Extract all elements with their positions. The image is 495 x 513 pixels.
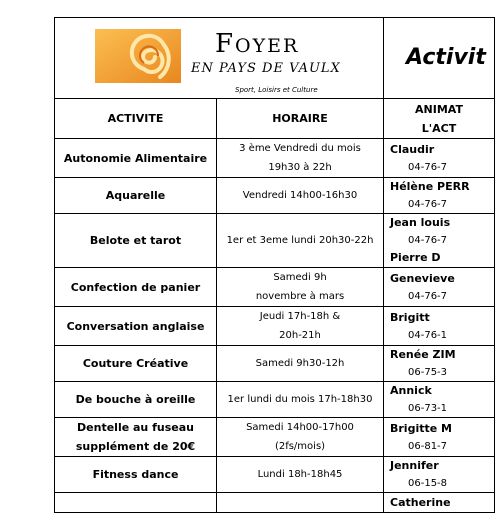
- activity-animateur: [384, 382, 495, 418]
- activity-name: Autonomie Alimentaire: [55, 139, 217, 178]
- activity-schedule: Samedi 14h00-17h00 (2fs/mois): [217, 418, 384, 457]
- activity-animateur: [384, 493, 495, 513]
- table-row: [55, 178, 495, 214]
- activity-name: Aquarelle: [55, 178, 217, 214]
- column-header-activite: ACTIVITE: [55, 99, 217, 139]
- animateur-name: Annick: [390, 384, 432, 397]
- animateur-phone: 06-15-8: [408, 478, 448, 489]
- table-row: [55, 457, 495, 493]
- activity-schedule: [217, 493, 384, 513]
- header-row: [55, 99, 495, 139]
- activity-schedule: Jeudi 17h-18h & 20h-21h: [217, 307, 384, 346]
- activity-name: Couture Créative: [55, 346, 217, 382]
- table-row: [55, 268, 495, 307]
- document-sheet: [54, 17, 494, 513]
- activity-name: [55, 493, 217, 513]
- animateur-phone: 04-76-7: [408, 290, 448, 302]
- logo-cell: [55, 18, 384, 99]
- table-row: [55, 382, 495, 418]
- animateur-name: Jennifer: [390, 459, 439, 472]
- column-header-horaire: HORAIRE: [217, 99, 384, 139]
- activity-schedule: 3 ème Vendredi du mois 19h30 à 22h: [217, 139, 384, 178]
- activity-name: Belote et tarot: [55, 214, 217, 268]
- activities-table: [54, 17, 495, 513]
- activity-name: Fitness dance: [55, 457, 217, 493]
- activity-schedule: Samedi 9h30-12h: [217, 346, 384, 382]
- animateur-name: Renée ZIM: [390, 348, 456, 361]
- table-row: [55, 418, 495, 457]
- animateur-name: Genevieve: [390, 271, 455, 285]
- animateur-name: Brigitt: [390, 310, 430, 324]
- animateur-phone: 04-76-7: [408, 161, 448, 173]
- activity-schedule: Lundi 18h-18h45: [217, 457, 384, 493]
- activity-animateur: [384, 346, 495, 382]
- activity-animateur: [384, 214, 495, 268]
- table-row: [55, 493, 495, 513]
- animateur-phone: 04-76-7: [408, 199, 448, 210]
- activity-schedule: 1er lundi du mois 17h-18h30: [217, 382, 384, 418]
- animateur-name: Hélène PERR: [390, 180, 470, 193]
- activity-animateur: [384, 418, 495, 457]
- swirl-logo-icon: [95, 27, 183, 85]
- animateur-name: Pierre D: [390, 251, 441, 264]
- animateur-name: Jean louis: [390, 216, 451, 229]
- animateur-name: Brigitte M: [390, 421, 452, 435]
- animateur-phone: 06-73-1: [408, 403, 448, 414]
- activity-animateur: [384, 268, 495, 307]
- page-title: Activit: [384, 18, 495, 99]
- table-row: [55, 307, 495, 346]
- animateur-name: Claudir: [390, 142, 435, 156]
- activity-schedule: Samedi 9h novembre à mars: [217, 268, 384, 307]
- column-header-animateur: ANIMAT L'ACT: [384, 99, 495, 139]
- animateur-phone: 04-76-1: [408, 329, 448, 341]
- table-row: [55, 214, 495, 268]
- logo-subtitle: EN PAYS DE VAULX: [191, 61, 341, 76]
- activity-animateur: [384, 457, 495, 493]
- table-row: [55, 346, 495, 382]
- animateur-phone: 04-76-7: [408, 235, 448, 246]
- logo-tagline: Sport, Loisirs et Culture: [235, 86, 318, 94]
- activity-schedule: 1er et 3eme lundi 20h30-22h: [217, 214, 384, 268]
- animateur-phone: 06-81-7: [408, 440, 448, 452]
- logo-title: FOYER: [215, 29, 300, 59]
- activity-name: De bouche à oreille: [55, 382, 217, 418]
- activity-animateur: [384, 178, 495, 214]
- activity-name: Dentelle au fuseau supplément de 20€: [55, 418, 217, 457]
- foyer-logo: [95, 27, 365, 94]
- activity-animateur: [384, 307, 495, 346]
- animateur-phone: 06-75-3: [408, 367, 448, 378]
- activity-animateur: [384, 139, 495, 178]
- activity-name: Confection de panier: [55, 268, 217, 307]
- logo-row: [55, 18, 495, 99]
- activity-name: Conversation anglaise: [55, 307, 217, 346]
- activity-schedule: Vendredi 14h00-16h30: [217, 178, 384, 214]
- animateur-name: Catherine: [390, 495, 451, 509]
- table-row: [55, 139, 495, 178]
